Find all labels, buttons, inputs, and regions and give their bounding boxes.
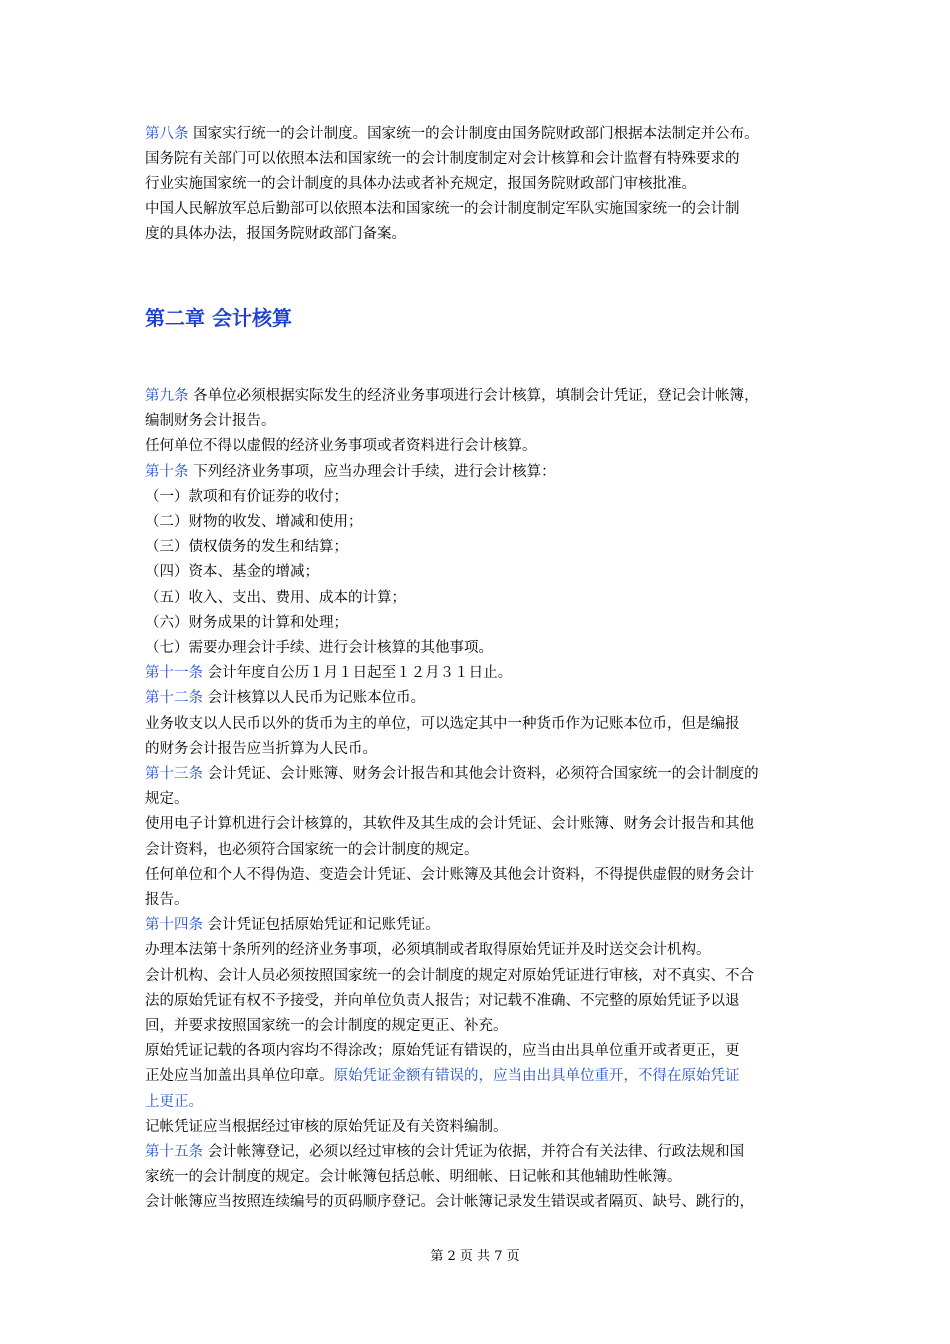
text-line — [145, 487, 348, 507]
line-text: （四）资本、基金的增减； — [145, 564, 319, 581]
line-text: （七）需要办理会计手续、进行会计核算的其他事项。 — [145, 640, 493, 656]
line-text: 编制财务会计报告。 — [145, 413, 276, 430]
line-text: 会计帐簿应当按照连续编号的页码顺序登记。会计帐簿记录发生错误或者隔页、缺号、跳行的， — [145, 1194, 754, 1211]
article-number: 第十三条 — [145, 766, 203, 782]
line-text: 业务收支以人民币以外的货币为主的单位，可以选定其中一种货币作为记账本位币，但是编报 — [145, 715, 740, 732]
text-line — [145, 1066, 740, 1086]
line-text: 会计核算以人民币为记账本位币。 — [203, 690, 426, 707]
text-line — [145, 890, 189, 910]
line-text: 会计凭证、会计账簿、财务会计报告和其他会计资料，必须符合国家统一的会计制度的 — [203, 766, 759, 782]
text-line — [145, 149, 740, 169]
line-text: 正处应当加盖出具单位印章。 — [145, 1068, 334, 1085]
line-text: 会计帐簿登记，必须以经过审核的会计凭证为依据，并符合有关法律、行政法规和国 — [203, 1144, 745, 1160]
line-text: 家统一的会计制度的规定。会计帐簿包括总帐、明细帐、日记帐和其他辅助性帐簿。 — [145, 1169, 682, 1186]
text-line — [145, 739, 377, 759]
text-line — [145, 1016, 508, 1036]
line-text: 下列经济业务事项，应当办理会计手续，进行会计核算： — [188, 463, 556, 480]
text-line — [145, 199, 740, 219]
line-text: （六）财务成果的计算和处理； — [145, 614, 348, 631]
text-line — [145, 386, 759, 406]
line-text: 会计年度自公历１月１日起至１２月３１日止。 — [203, 665, 513, 682]
text-line — [145, 940, 711, 960]
text-line — [145, 224, 406, 244]
text-line — [145, 840, 479, 860]
text-line — [145, 663, 512, 683]
line-text: 原始凭证记载的各项内容均不得涂改；原始凭证有错误的，应当由出具单位重开或者更正，更 — [145, 1043, 740, 1060]
line-text: 度的具体办法，报国务院财政部门备案。 — [145, 226, 406, 242]
text-line — [145, 613, 348, 633]
line-text: 的财务会计报告应当折算为人民币。 — [145, 740, 377, 757]
line-text: 会计机构、会计人员必须按照国家统一的会计制度的规定对原始凭证进行审核，对不真实、不合 — [145, 967, 754, 984]
article-number: 第十条 — [145, 463, 189, 480]
line-text: 国务院有关部门可以依照本法和国家统一的会计制度制定对会计核算和会计监督有特殊要求的 — [145, 151, 740, 167]
highlighted-text: 原始凭证金额有错误的，应当由出具单位重开，不得在原始凭证 — [333, 1068, 740, 1085]
line-text: 报告。 — [145, 892, 189, 908]
text-line — [145, 462, 556, 482]
text-line — [145, 1192, 754, 1212]
line-text: 行业实施国家统一的会计制度的具体办法或者补充规定，报国务院财政部门审核批准。 — [145, 176, 696, 192]
line-text: （五）收入、支出、费用、成本的计算； — [145, 589, 406, 606]
text-line — [145, 991, 740, 1011]
text-line — [145, 714, 740, 734]
text-line — [145, 638, 493, 658]
text-line — [145, 865, 754, 885]
text-line — [145, 814, 754, 834]
line-text: 法的原始凭证有权不予接受，并向单位负责人报告；对记载不准确、不完整的原始凭证予以退 — [145, 992, 740, 1009]
line-text: （二）财物的收发、增减和使用； — [145, 514, 363, 530]
text-line — [145, 789, 189, 809]
text-line — [145, 174, 696, 194]
line-text: 任何单位和个人不得伪造、变造会计凭证、会计账簿及其他会计资料，不得提供虚假的财务会计 — [145, 866, 754, 883]
line-text: 中国人民解放军总后勤部可以依照本法和国家统一的会计制度制定军队实施国家统一的会计制 — [145, 201, 740, 217]
text-line — [145, 436, 537, 456]
text-line — [145, 688, 425, 708]
line-text: 回，并要求按照国家统一的会计制度的规定更正、补充。 — [145, 1018, 508, 1034]
page-footer: 第 2 页 共 7 页 — [430, 1249, 520, 1264]
line-text: （一）款项和有价证券的收付； — [145, 488, 348, 505]
highlighted-text: 上更正。 — [145, 1093, 203, 1110]
text-line — [145, 1041, 740, 1061]
text-line — [145, 537, 348, 557]
line-text: 使用电子计算机进行会计核算的，其软件及其生成的会计凭证、会计账簿、财务会计报告和其他 — [145, 816, 754, 833]
line-text: 记帐凭证应当根据经过审核的原始凭证及有关资料编制。 — [145, 1118, 508, 1135]
article-number: 第十四条 — [145, 917, 203, 934]
text-line — [145, 1142, 744, 1162]
line-text: 规定。 — [145, 791, 189, 808]
text-line — [145, 915, 440, 935]
line-text: （三）债权债务的发生和结算； — [145, 539, 348, 556]
text-line — [145, 966, 754, 986]
line-text: 办理本法第十条所列的经济业务事项，必须填制或者取得原始凭证并及时送交会计机构。 — [145, 942, 711, 959]
chapter-title: 第二章 会计核算 — [145, 306, 292, 330]
line-text: 任何单位不得以虚假的经济业务事项或者资料进行会计核算。 — [145, 438, 537, 455]
text-line — [145, 512, 363, 532]
line-text: 国家实行统一的会计制度。国家统一的会计制度由国务院财政部门根据本法制定并公布。 — [188, 126, 759, 142]
text-line — [145, 411, 276, 431]
line-text: 各单位必须根据实际发生的经济业务事项进行会计核算，填制会计凭证，登记会计帐簿， — [188, 388, 759, 404]
article-number: 第十五条 — [145, 1144, 203, 1160]
article-number: 第九条 — [145, 388, 189, 404]
text-line — [145, 562, 319, 582]
text-line — [145, 1167, 682, 1187]
text-line — [145, 1092, 203, 1112]
article-number: 第十一条 — [145, 665, 203, 682]
text-line — [145, 124, 759, 144]
line-text: 会计资料，也必须符合国家统一的会计制度的规定。 — [145, 841, 479, 858]
text-line — [145, 1117, 508, 1137]
article-number: 第八条 — [145, 126, 189, 142]
text-line — [145, 764, 759, 784]
line-text: 会计凭证包括原始凭证和记账凭证。 — [203, 917, 440, 934]
text-line — [145, 588, 406, 608]
article-number: 第十二条 — [145, 690, 203, 707]
